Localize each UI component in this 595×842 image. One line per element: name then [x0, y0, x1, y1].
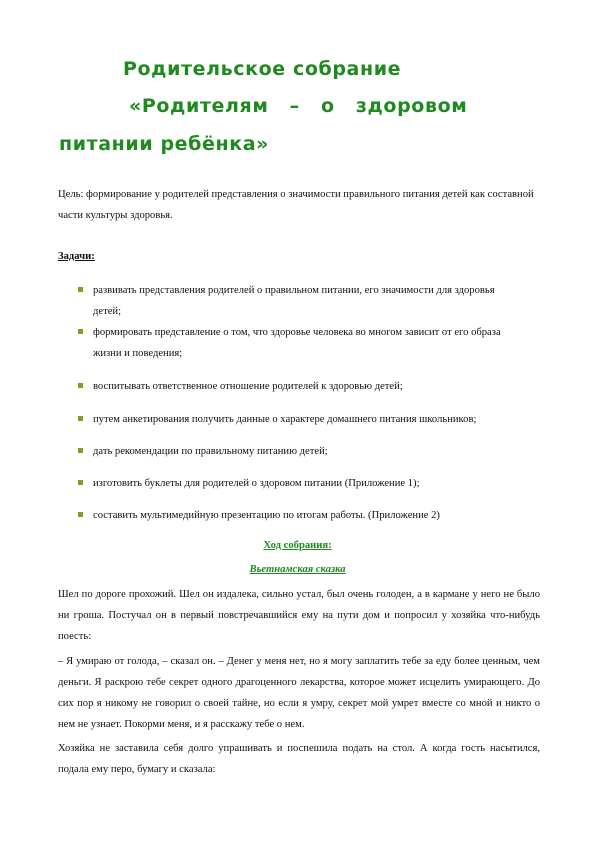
- task-text: составить мультимедийную презентацию по итогам работы. (Приложение 2): [93, 510, 440, 521]
- meeting-heading: Ход собрания:: [263, 540, 332, 551]
- task-list-item: [78, 441, 518, 462]
- story-paragraph: Шел по дороге прохожий. Шел он издалека, сильно устал, был очень голоден, а в кармане у него не было ни гроша. Постучал он в первый повстречавшийся ему на пути дом и попросил у хозяйка что-нибудь поесть:: [58, 589, 540, 642]
- bullet-square-icon: [78, 383, 83, 388]
- document-title-line-3: питании ребёнка»: [59, 133, 269, 155]
- tale-heading: Вьетнамская сказка: [249, 564, 346, 575]
- task-list-item: [78, 409, 518, 430]
- task-list-item: [78, 376, 518, 397]
- task-text: дать рекомендации по правильному питанию детей;: [93, 446, 328, 457]
- bullet-square-icon: [78, 512, 83, 517]
- task-text: формировать представление о том, что здоровье человека во многом зависит от его образа жизни и поведения;: [93, 327, 501, 359]
- task-text: развивать представления родителей о правильном питании, его значимости для здоровья детей;: [93, 285, 495, 317]
- bullet-square-icon: [78, 416, 83, 421]
- document-title-line-1: Родительское собрание: [123, 58, 402, 80]
- task-list-item: [78, 322, 518, 364]
- goal-paragraph: Цель: формирование у родителей представления о значимости правильного питания детей как составной части культуры здоровья.: [58, 189, 534, 221]
- task-text: путем анкетирования получить данные о характере домашнего питания школьников;: [93, 414, 477, 425]
- story-paragraph: – Я умираю от голода, – сказал он. – Денег у меня нет, но я могу заплатить тебе за еду более ценным, чем деньги. Я раскрою тебе секрет одного драгоценного лекарства, которое может исцелить умирающего. До сих пор я никому не говорил о своей тайне, но если я умру, секрет мой умрет вместе со мной и никто о нем не узнает. Покорми меня, и я расскажу тебе о нем.: [58, 656, 540, 730]
- bullet-square-icon: [78, 480, 83, 485]
- story-paragraph: Хозяйка не заставила себя долго упрашивать и поспешила подать на стол. А когда гость насытился, подала ему перо, бумагу и сказала:: [58, 743, 540, 775]
- task-text: изготовить буклеты для родителей о здоровом питании (Приложение 1);: [93, 478, 420, 489]
- task-list-item: [78, 505, 518, 526]
- bullet-square-icon: [78, 448, 83, 453]
- bullet-square-icon: [78, 329, 83, 334]
- task-list-item: [78, 473, 518, 494]
- task-text: воспитывать ответственное отношение родителей к здоровью детей;: [93, 381, 403, 392]
- tasks-label: Задачи:: [58, 251, 95, 262]
- document-title-line-2: «Родителям – о здоровом: [129, 95, 468, 117]
- bullet-square-icon: [78, 287, 83, 292]
- task-list-item: [78, 280, 518, 322]
